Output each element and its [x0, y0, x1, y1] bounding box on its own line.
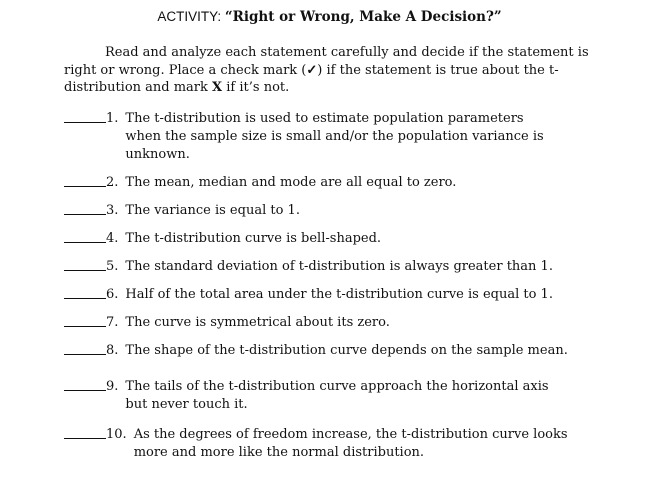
answer-blank-8[interactable]: [64, 342, 106, 355]
item-line: but never touch it.: [125, 397, 248, 412]
instructions-text-2: ) if the statement is true about the t-distribution and mark: [64, 62, 559, 95]
item-line: As the degrees of freedom increase, the t-distribution curve looks: [133, 427, 568, 442]
statement-item-8: [64, 342, 624, 360]
item-text: [125, 110, 624, 164]
x-mark: X: [212, 80, 223, 95]
statement-item-1: [64, 110, 624, 164]
answer-blank-9[interactable]: [64, 378, 106, 391]
item-text: The variance is equal to 1.: [125, 203, 300, 218]
item-text: The shape of the t-distribution curve depends on the sample mean.: [125, 343, 568, 358]
item-text: [134, 426, 624, 462]
item-number: 4.: [106, 231, 119, 246]
statement-item-3: [64, 202, 624, 220]
statement-item-10: [64, 426, 624, 462]
statement-item-5: [64, 258, 624, 276]
activity-prefix: ACTIVITY:: [157, 9, 225, 24]
item-number: 9.: [106, 379, 119, 394]
item-line: when the sample size is small and/or the population variance is: [125, 129, 544, 144]
item-text: [125, 378, 624, 414]
item-number: 3.: [106, 203, 119, 218]
statement-item-2: [64, 174, 624, 192]
item-number: 6.: [106, 287, 119, 302]
answer-blank-2[interactable]: [64, 174, 106, 187]
answer-blank-10[interactable]: [64, 426, 106, 439]
item-line: The t-distribution is used to estimate population parameters: [125, 111, 524, 126]
answer-blank-6[interactable]: [64, 286, 106, 299]
answer-blank-5[interactable]: [64, 258, 106, 271]
item-line: more and more like the normal distribution.: [133, 445, 425, 460]
item-text: The standard deviation of t-distribution is always greater than 1.: [125, 259, 553, 274]
check-mark-icon: ✓: [306, 62, 318, 78]
item-text: The t-distribution curve is bell-shaped.: [125, 231, 382, 246]
item-text: The curve is symmetrical about its zero.: [125, 315, 390, 330]
item-number: 1.: [106, 111, 119, 126]
activity-name: “Right or Wrong, Make A Decision?”: [224, 9, 502, 25]
activity-title: [0, 9, 659, 25]
item-number: 2.: [106, 175, 119, 190]
item-text: Half of the total area under the t-distribution curve is equal to 1.: [125, 287, 553, 302]
answer-blank-4[interactable]: [64, 230, 106, 243]
instructions-text-3: if it’s not.: [222, 80, 290, 95]
statement-item-9: [64, 378, 624, 414]
instructions-paragraph: [64, 44, 604, 97]
item-text: The mean, median and mode are all equal to zero.: [125, 175, 457, 190]
item-line: unknown.: [125, 147, 190, 162]
item-number: 10.: [106, 427, 127, 442]
answer-blank-1[interactable]: [64, 110, 106, 123]
item-line: The tails of the t-distribution curve approach the horizontal axis: [125, 379, 549, 394]
item-number: 8.: [106, 343, 119, 358]
statement-item-6: [64, 286, 624, 304]
answer-blank-7[interactable]: [64, 314, 106, 327]
item-number: 7.: [106, 315, 119, 330]
statement-item-7: [64, 314, 624, 332]
item-number: 5.: [106, 259, 119, 274]
instructions-text-1: Read and analyze each statement carefully and decide if the statement is right or wrong. Place a check mark (: [64, 45, 589, 78]
instructions: [64, 44, 604, 97]
statement-item-4: [64, 230, 624, 248]
answer-blank-3[interactable]: [64, 202, 106, 215]
